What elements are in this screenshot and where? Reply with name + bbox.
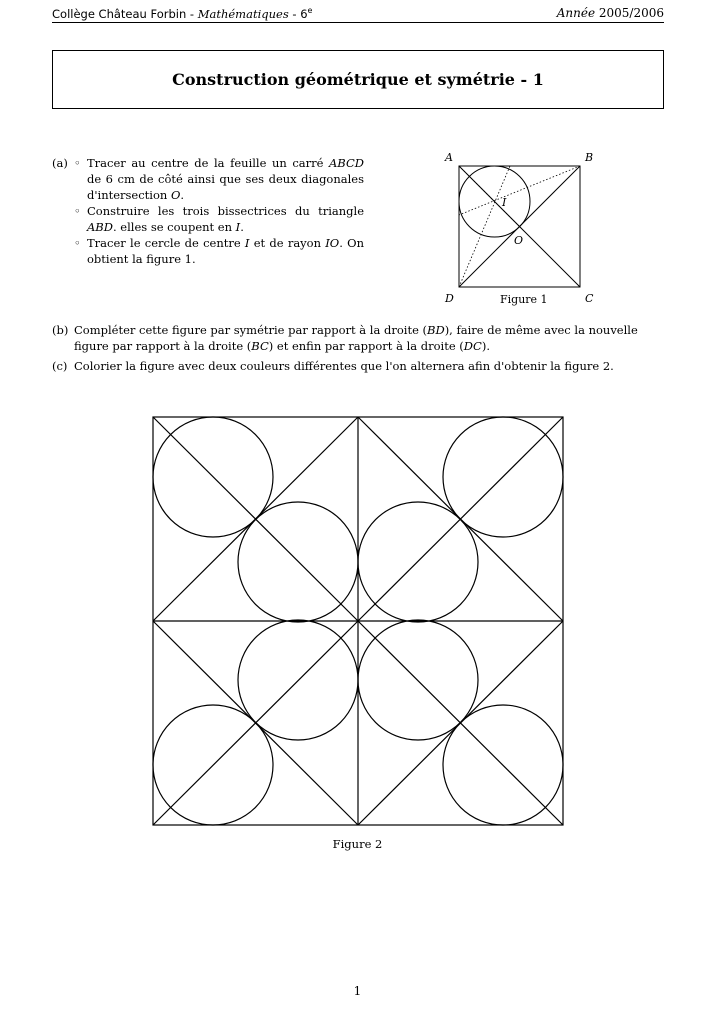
- math: O: [170, 188, 181, 202]
- figure-2: [150, 414, 566, 828]
- math: ABD: [87, 220, 113, 234]
- text: .: [180, 188, 185, 202]
- bullet: ◦: [74, 204, 81, 218]
- questions-bc: [52, 322, 664, 378]
- label-o: O: [514, 234, 524, 247]
- header-school: Collège Château Forbin -: [52, 6, 198, 21]
- figure-1: [438, 148, 603, 308]
- text: Construire les trois bissectrices du triangle: [87, 204, 364, 218]
- question-b-label: (b): [52, 323, 69, 337]
- text: ).: [481, 339, 490, 353]
- text: Tracer au centre de la feuille un carré: [87, 156, 329, 170]
- text: ), faire de même avec la nouvelle figure par rapport à la droite (: [74, 323, 638, 353]
- math: BD: [427, 323, 445, 337]
- header-year-value: 2005/2006: [595, 6, 664, 20]
- label-a: A: [445, 151, 453, 164]
- header-subject: Mathématiques: [197, 6, 289, 21]
- figure-2-caption: Figure 2: [332, 837, 383, 851]
- question-a-item: [74, 235, 364, 267]
- title-box: [52, 50, 664, 109]
- math: ABCD: [329, 156, 364, 170]
- header-right: [557, 6, 664, 20]
- text: ) et enfin par rapport à la droite (: [268, 339, 464, 353]
- math: DC: [463, 339, 482, 353]
- bisector-b: [459, 166, 580, 215]
- question-b: [52, 322, 664, 354]
- text: et de rayon: [249, 236, 326, 250]
- question-a-list: [52, 155, 364, 267]
- text: . On obtient la figure 1.: [87, 236, 364, 266]
- label-d: D: [445, 292, 454, 305]
- label-c: C: [585, 292, 594, 305]
- question-a-item: [74, 203, 364, 235]
- text: .: [240, 220, 244, 234]
- page-header: [52, 6, 664, 23]
- bullet: ◦: [74, 156, 81, 170]
- header-year-label: Année: [556, 6, 596, 20]
- question-a-item: [74, 155, 364, 203]
- page-number: 1: [353, 984, 362, 998]
- question-c: [52, 358, 664, 374]
- figure-1-caption: Figure 1: [500, 293, 548, 306]
- bisector-d: [459, 166, 510, 287]
- text: . elles se coupent en: [112, 220, 236, 234]
- bullet: ◦: [74, 236, 81, 250]
- header-level-sup: e: [307, 6, 313, 15]
- text: Tracer le cercle de centre: [87, 236, 245, 250]
- question-c-text: Colorier la figure avec deux couleurs différentes que l'on alternera afin d'obtenir la figure 2.: [74, 359, 614, 373]
- label-b: B: [585, 151, 594, 164]
- page-title: Construction géométrique et symétrie - 1: [172, 70, 544, 89]
- text: de 6 cm de côté ainsi que ses deux diagonales d'intersection: [87, 172, 364, 202]
- question-a: [52, 155, 364, 267]
- math: I: [235, 220, 241, 234]
- label-i: I: [502, 196, 507, 209]
- header-left: [52, 6, 312, 21]
- question-a-label: (a): [52, 156, 68, 170]
- math: BC: [251, 339, 269, 353]
- text: Compléter cette figure par symétrie par rapport à la droite (: [74, 323, 428, 337]
- question-c-label: (c): [52, 359, 68, 373]
- math: IO: [325, 236, 340, 250]
- header-level: - 6: [288, 6, 308, 21]
- math: I: [244, 236, 250, 250]
